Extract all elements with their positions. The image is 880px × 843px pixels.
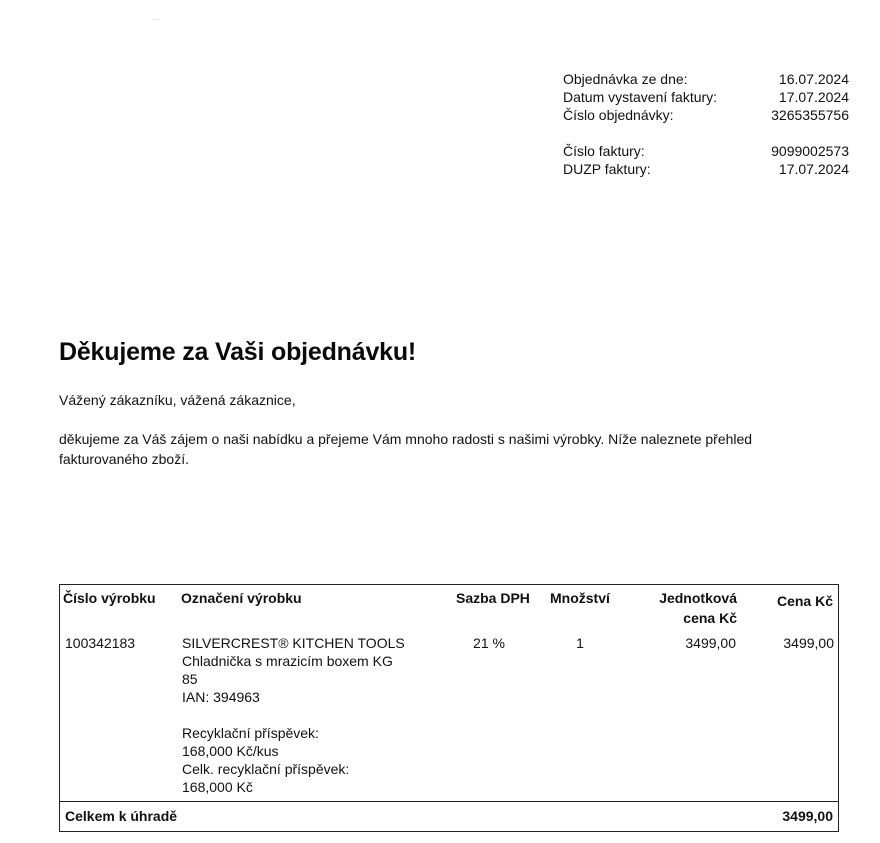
meta-label: Číslo objednávky: bbox=[563, 107, 674, 123]
header-quantity: Množství bbox=[550, 590, 610, 606]
total-label: Celkem k úhradě bbox=[65, 808, 178, 824]
scan-artifact bbox=[152, 19, 160, 20]
meta-duzp bbox=[563, 160, 849, 178]
meta-label: DUZP faktury: bbox=[563, 161, 651, 177]
meta-value: 16.07.2024 bbox=[778, 71, 849, 87]
product-name-line: SILVERCREST® KITCHEN TOOLS bbox=[182, 635, 405, 651]
greeting: Vážený zákazníku, vážená zákaznice, bbox=[59, 392, 296, 408]
product-name-line: 85 bbox=[182, 671, 198, 687]
meta-value: 17.07.2024 bbox=[778, 89, 849, 105]
meta-value: 17.07.2024 bbox=[778, 161, 849, 177]
product-name-line: Chladnička s mrazicím boxem KG bbox=[182, 653, 393, 669]
meta-label: Číslo faktury: bbox=[563, 143, 645, 159]
meta-label: Objednávka ze dne: bbox=[563, 71, 688, 87]
items-table bbox=[59, 584, 839, 832]
meta-order-number bbox=[563, 106, 849, 124]
recycling-total: 168,000 Kč bbox=[182, 779, 253, 795]
header-unit-price: Jednotková cena Kč bbox=[659, 590, 737, 626]
total-value: 3499,00 bbox=[782, 808, 833, 824]
recycling-info bbox=[182, 724, 422, 796]
header-product-name: Označení výrobku bbox=[181, 590, 302, 606]
meta-spacer bbox=[563, 124, 849, 142]
table-row bbox=[60, 633, 838, 801]
page-title: Děkujeme za Vaši objednávku! bbox=[59, 338, 417, 366]
meta-label: Datum vystavení faktury: bbox=[563, 89, 718, 105]
cell-quantity: 1 bbox=[576, 635, 584, 651]
header-total-price: Cena Kč bbox=[776, 593, 833, 609]
meta-invoice-date bbox=[563, 88, 849, 106]
invoice-meta bbox=[563, 70, 849, 178]
cell-total-price: 3499,00 bbox=[783, 635, 834, 651]
table-header bbox=[60, 585, 838, 633]
cell-product-code: 100342183 bbox=[65, 635, 136, 651]
cell-vat-rate: 21 % bbox=[473, 635, 505, 651]
recycling-total-label: Celk. recyklační příspěvek: bbox=[182, 761, 350, 777]
cell-unit-price: 3499,00 bbox=[685, 635, 736, 651]
meta-value: 9099002573 bbox=[771, 143, 849, 159]
intro-paragraph: děkujeme za Váš zájem o naši nabídku a přejeme Vám mnoho radosti s našimi výrobky. Níže naleznete přehled fakturovaného zboží. bbox=[59, 431, 753, 467]
meta-order-date bbox=[563, 70, 849, 88]
total-row bbox=[60, 801, 838, 831]
recycling-label: Recyklační příspěvek: bbox=[182, 725, 319, 741]
recycling-per-unit: 168,000 Kč/kus bbox=[182, 743, 279, 759]
meta-invoice-number bbox=[563, 142, 849, 160]
product-ian: IAN: 394963 bbox=[182, 689, 260, 705]
meta-value: 3265355756 bbox=[771, 107, 849, 123]
cell-product-name bbox=[182, 634, 422, 796]
header-product-code: Číslo výrobku bbox=[63, 590, 156, 606]
header-vat-rate: Sazba DPH bbox=[456, 590, 530, 606]
